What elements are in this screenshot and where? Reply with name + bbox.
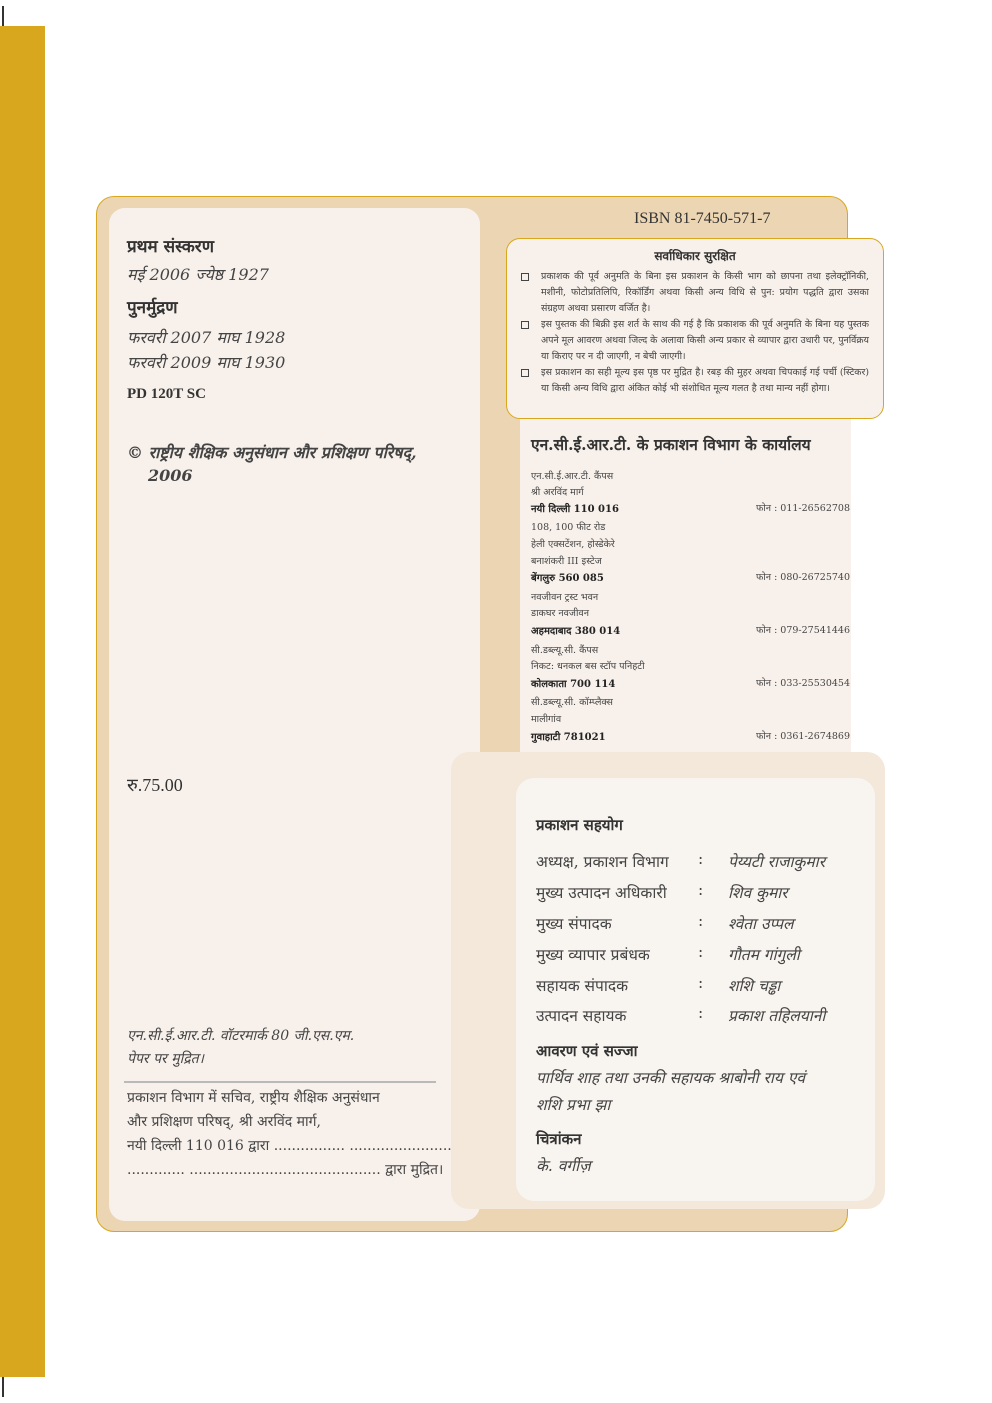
offices-title: एन.सी.ई.आर.टी. के प्रकाशन विभाग के कार्यालय bbox=[531, 435, 811, 454]
reprint-date: फरवरी 2009 माघ 1930 bbox=[127, 353, 286, 372]
first-edition-label: प्रथम संस्करण bbox=[127, 237, 215, 257]
credit-name: प्रकाश तहिलयानी bbox=[728, 1007, 826, 1025]
credit-colon: : bbox=[698, 850, 704, 868]
office-address-line: एन.सी.ई.आर.टी. कैंपस bbox=[531, 471, 614, 482]
credit-name: गौतम गांगुली bbox=[728, 946, 800, 964]
credit-role: मुख्य संपादक bbox=[536, 915, 612, 933]
office-address-line: बनाशंकरी III इस्टेज bbox=[531, 556, 602, 567]
divider bbox=[124, 1081, 436, 1083]
printer-line: प्रकाशन विभाग में सचिव, राष्ट्रीय शैक्षिक अनुसंधान bbox=[127, 1090, 380, 1106]
credit-role: मुख्य व्यापार प्रबंधक bbox=[536, 946, 650, 964]
printer-line: नयी दिल्ली 110 016 द्वारा ................ ....................... bbox=[127, 1138, 452, 1154]
cover-design-names: पार्थिव शाह तथा उनकी सहायक श्राबोनी राय एवं bbox=[536, 1069, 806, 1087]
rights-title: सर्वाधिकार सुरक्षित bbox=[654, 249, 736, 263]
credit-name: शशि चड्ढा bbox=[728, 977, 781, 995]
credit-colon: : bbox=[698, 943, 704, 961]
copyright-year: 2006 bbox=[148, 466, 193, 485]
credit-role: अध्यक्ष, प्रकाशन विभाग bbox=[536, 853, 669, 871]
illustrator-name: के. वर्गीज़ bbox=[536, 1157, 591, 1175]
rights-item: प्रकाशक की पूर्व अनुमति के बिना इस प्रकाशन के किसी भाग को छापना तथा इलेक्ट्रॉनिकी, मशीनी, फोटोप्रतिलिपि, रिकॉर्डिंग अथवा किसी अन्य विधि से पुन: प्रयोग पद्धति द्वारा उसका संग्रहण अथवा प्रसारण वर्जित है। bbox=[521, 269, 869, 317]
rights-box bbox=[506, 238, 884, 419]
isbn: ISBN 81-7450-571-7 bbox=[634, 210, 771, 227]
credits-title: प्रकाशन सहयोग bbox=[536, 816, 623, 834]
office-city: अहमदाबाद 380 014 bbox=[531, 626, 621, 637]
watermark-line: एन.सी.ई.आर.टी. वॉटरमार्क 80 जी.एस.एम. bbox=[127, 1028, 355, 1044]
rights-item: इस पुस्तक की बिक्री इस शर्त के साथ की गई है कि प्रकाशक की पूर्व अनुमति के बिना यह पुस्तक अपने मूल आवरण अथवा जिल्द के अलावा किसी अन्य प्रकार से व्यापार द्वारा उधारी पर, पुनर्विक्रय या किराए पर न दी जाएगी, न बेची जाएगी। bbox=[521, 317, 869, 365]
office-phone: फोन : 079-27541446 bbox=[756, 625, 850, 636]
checkbox-bullet-icon bbox=[521, 369, 529, 377]
office-phone: फोन : 011-26562708 bbox=[756, 503, 850, 514]
edition-code: PD 120T SC bbox=[127, 386, 206, 402]
crop-mark-top bbox=[2, 6, 4, 26]
office-address-line: सी.डब्ल्यू.सी. कॉम्प्लैक्स bbox=[531, 697, 613, 708]
office-address-line: डाकघर नवजीवन bbox=[531, 608, 589, 619]
credit-name: शिव कुमार bbox=[728, 884, 788, 902]
cover-design-names: शशि प्रभा झा bbox=[536, 1096, 611, 1114]
watermark-line: पेपर पर मुद्रित। bbox=[127, 1051, 204, 1067]
office-city: नयी दिल्ली 110 016 bbox=[531, 504, 619, 515]
office-address-line: निकट: धनकल बस स्टॉप पनिहटी bbox=[531, 661, 645, 672]
credit-role: मुख्य उत्पादन अधिकारी bbox=[536, 884, 667, 902]
credit-name: श्वेता उप्पल bbox=[728, 915, 794, 933]
credit-colon: : bbox=[698, 912, 704, 930]
reprint-label: पुनर्मुद्रण bbox=[127, 298, 178, 318]
office-phone: फोन : 033-25530454 bbox=[756, 678, 850, 689]
rights-item: इस प्रकाशन का सही मूल्य इस पृष्ठ पर मुद्रित है। रबड़ की मुहर अथवा चिपकाई गई पर्ची (स्टिकर) या किसी अन्य विधि द्वारा अंकित कोई भी संशोधित मूल्य गलत है तथा मान्य नहीं होगा। bbox=[521, 365, 869, 397]
crop-mark-bottom bbox=[2, 1377, 4, 1397]
office-city: बेंगलुरु 560 085 bbox=[531, 573, 604, 584]
office-address-line: नवजीवन ट्रस्ट भवन bbox=[531, 592, 599, 603]
price: रु.75.00 bbox=[127, 775, 183, 795]
checkbox-bullet-icon bbox=[521, 321, 529, 329]
illustration-title: चित्रांकन bbox=[536, 1130, 582, 1148]
first-edition-date: मई 2006 ज्येष्ठ 1927 bbox=[127, 265, 269, 284]
credit-colon: : bbox=[698, 974, 704, 992]
credit-name: पेय्यटी राजाकुमार bbox=[728, 853, 826, 871]
office-address-line: श्री अरविंद मार्ग bbox=[531, 487, 584, 498]
office-phone: फोन : 080-26725740 bbox=[756, 572, 850, 583]
office-address-line: सी.डब्ल्यू.सी. कैंपस bbox=[531, 645, 599, 656]
copyright-line: © राष्ट्रीय शैक्षिक अनुसंधान और प्रशिक्षण परिषद्, bbox=[127, 443, 417, 462]
credit-colon: : bbox=[698, 1004, 704, 1022]
reprint-date: फरवरी 2007 माघ 1928 bbox=[127, 328, 286, 347]
gold-side-bar bbox=[0, 26, 45, 1377]
office-address-line: मालीगांव bbox=[531, 714, 562, 725]
office-city: कोलकाता 700 114 bbox=[531, 679, 616, 690]
printer-line: और प्रशिक्षण परिषद्, श्री अरविंद मार्ग, bbox=[127, 1114, 321, 1130]
office-city: गुवाहाटी 781021 bbox=[531, 732, 606, 743]
office-address-line: हेली एक्सटेंशन, होस्डेकेरे bbox=[531, 539, 615, 550]
printer-line: ............. ........................................... द्वारा मुद्रित। bbox=[127, 1162, 444, 1178]
credit-role: उत्पादन सहायक bbox=[536, 1007, 627, 1025]
credit-colon: : bbox=[698, 881, 704, 899]
checkbox-bullet-icon bbox=[521, 273, 529, 281]
cover-design-title: आवरण एवं सज्जा bbox=[536, 1042, 638, 1060]
credit-role: सहायक संपादक bbox=[536, 977, 628, 995]
office-address-line: 108, 100 फीट रोड bbox=[531, 522, 606, 533]
office-phone: फोन : 0361-2674869 bbox=[756, 731, 850, 742]
